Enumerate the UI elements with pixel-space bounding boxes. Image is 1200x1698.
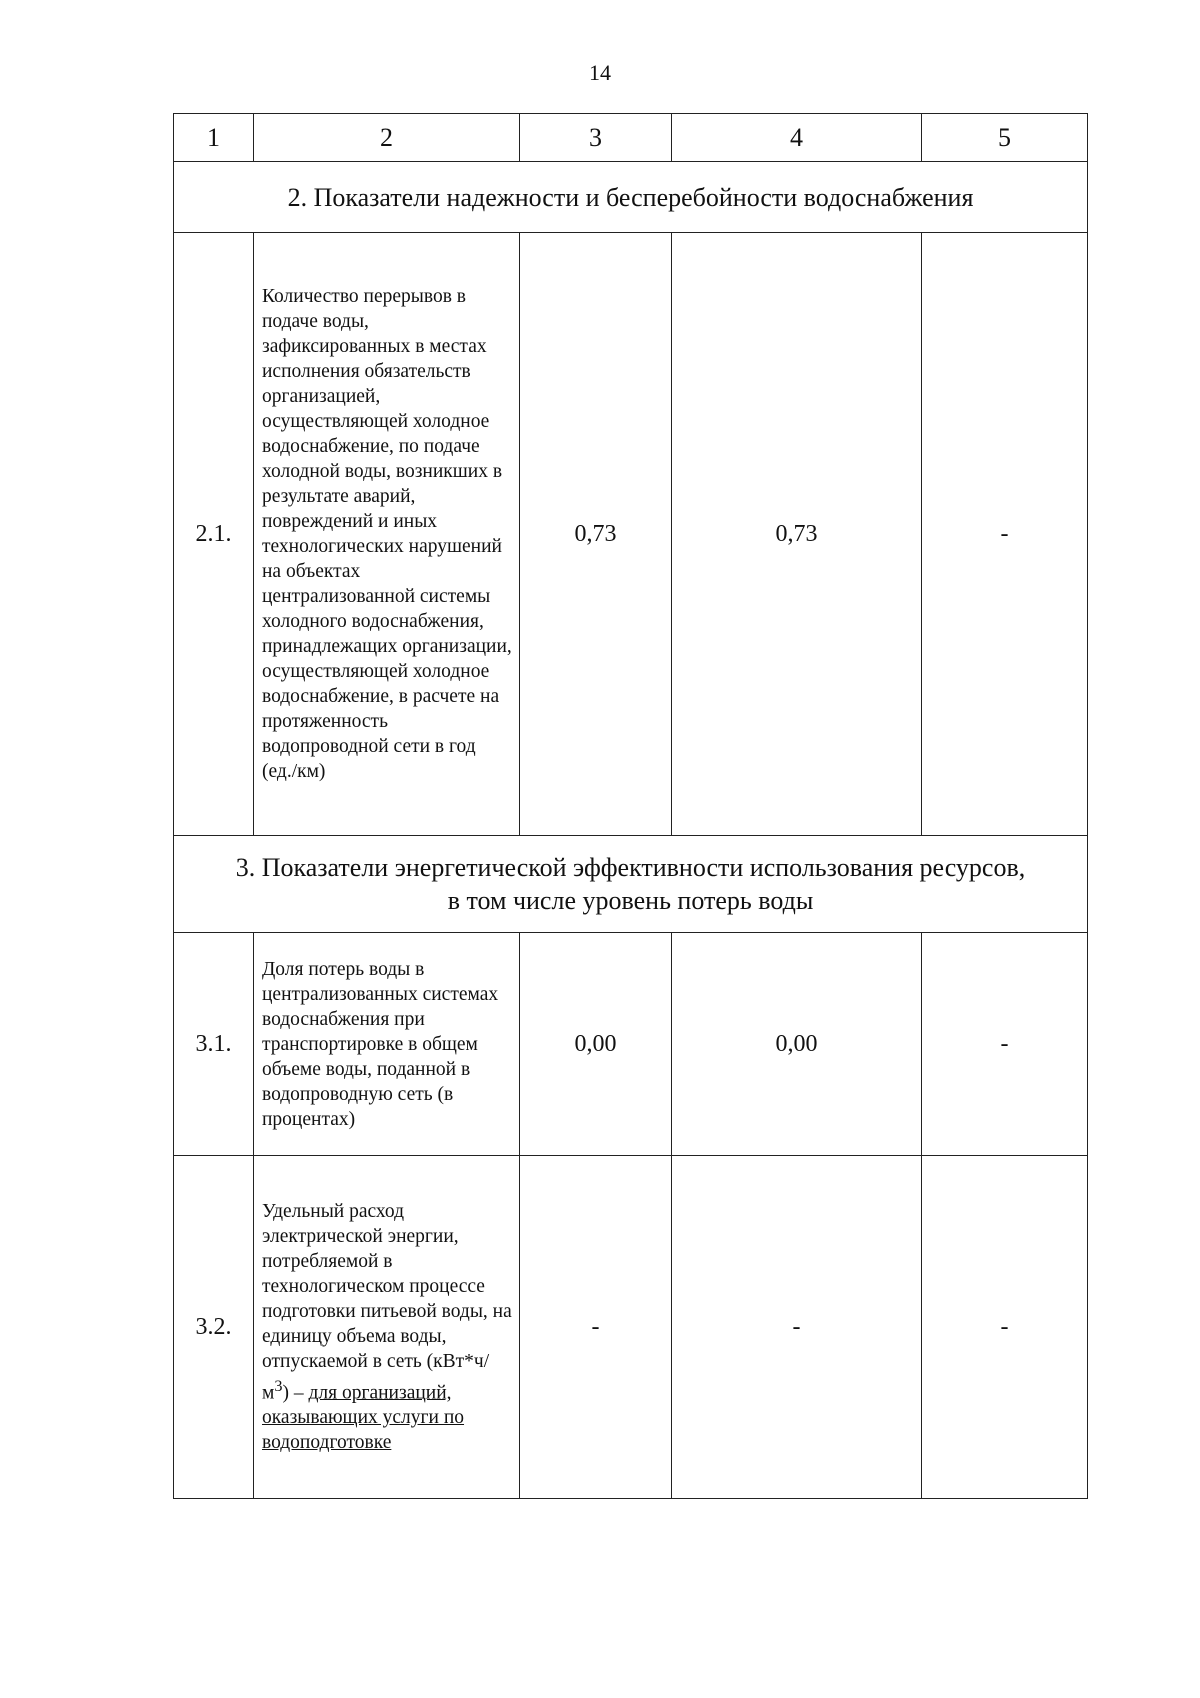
column-header-2: 2 <box>254 114 520 162</box>
column-header-1: 1 <box>174 114 254 162</box>
section-2-row <box>174 162 1088 233</box>
indicator-description: Количество перерывов в подаче воды, зафиксированных в местах исполнения обязательств организацией, осуществляющей холодное водоснабжение, по подаче холодной воды, возникших в результате аварий, повреждений и иных технологических нарушений на объектах централизованной системы холодного водоснабжения, принадлежащих организации, осуществляющей холодное водоснабжение, в расчете на протяженность водопроводной сети в год (ед./км) <box>254 233 520 836</box>
page-number: 14 <box>589 60 611 85</box>
column-header-5: 5 <box>922 114 1088 162</box>
table-row-3-1 <box>174 933 1088 1156</box>
row-number: 3.2. <box>174 1156 254 1499</box>
table-row-2-1 <box>174 233 1088 836</box>
row-number: 2.1. <box>174 233 254 836</box>
value-col4: 0,73 <box>672 233 922 836</box>
indicator-description <box>254 1156 520 1499</box>
underlined-clause: для организаций, оказывающих услуги по водоподготовке <box>262 1382 465 1454</box>
row-number: 3.1. <box>174 933 254 1156</box>
value-col3: 0,00 <box>520 933 672 1156</box>
column-header-3: 3 <box>520 114 672 162</box>
value-col5: - <box>922 233 1088 836</box>
value-col4: - <box>672 1156 922 1499</box>
table-row-3-2 <box>174 1156 1088 1499</box>
description-text-mid: ) – <box>282 1382 309 1404</box>
section-2-title: 2. Показатели надежности и бесперебойности водоснабжения <box>174 162 1088 233</box>
value-col5: - <box>922 933 1088 1156</box>
value-col5: - <box>922 1156 1088 1499</box>
column-header-4: 4 <box>672 114 922 162</box>
value-col3: 0,73 <box>520 233 672 836</box>
section-3-title-line1: 3. Показатели энергетической эффективности использования ресурсов, <box>235 853 1026 882</box>
value-col3: - <box>520 1156 672 1499</box>
superscript: 3 <box>274 1376 283 1395</box>
section-3-title-line2: в том числе уровень потерь воды <box>447 886 814 915</box>
indicator-description: Доля потерь воды в централизованных системах водоснабжения при транспортировке в общем объеме воды, поданной в водопроводную сеть (в процентах) <box>254 933 520 1156</box>
column-number-row <box>174 114 1088 162</box>
section-3-title <box>174 836 1088 933</box>
description-text: Удельный расход электрической энергии, потребляемой в технологическом процессе подготовки питьевой воды, на единицу объема воды, отпускаемой в сеть (кВт*ч/м <box>262 1200 512 1404</box>
section-3-row <box>174 836 1088 933</box>
indicators-table <box>173 113 1088 1499</box>
value-col4: 0,00 <box>672 933 922 1156</box>
